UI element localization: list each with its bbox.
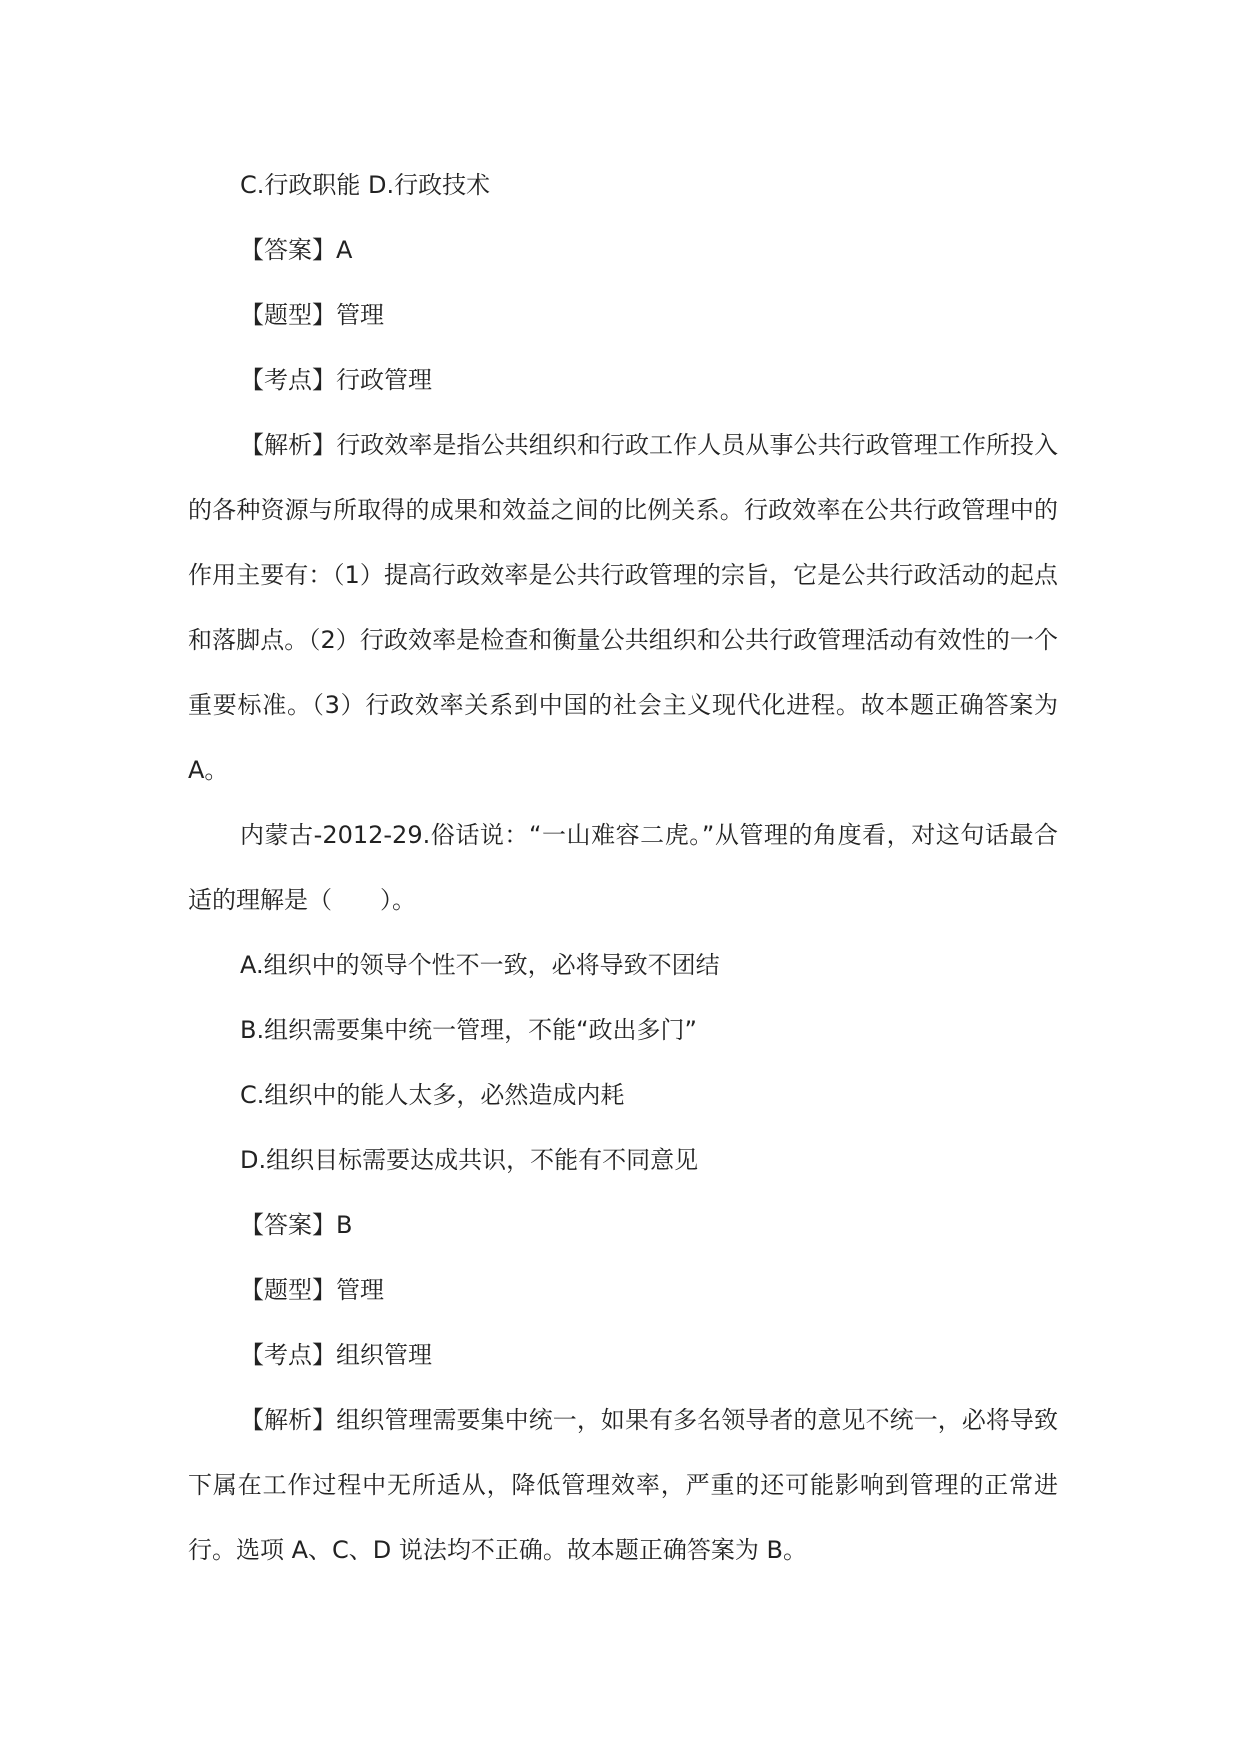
option-b: B.组织需要集中统一管理，不能“政出多门”	[240, 1016, 697, 1044]
option-d: D.组织目标需要达成共识，不能有不同意见	[240, 1146, 699, 1174]
option-a: A.组织中的领导个性不一致，必将导致不团结	[240, 951, 720, 979]
answer-line: 【答案】B	[240, 1211, 353, 1239]
answer-line: 【答案】A	[240, 236, 353, 264]
question-type-line: 【题型】管理	[240, 1276, 384, 1304]
option-cd-line: C.行政职能 D.行政技术	[240, 171, 491, 199]
analysis-paragraph: 【解析】行政效率是指公共组织和行政工作人员从事公共行政管理工作所投入的各种资源与所取得的成果和效益之间的比例关系。行政效率在公共行政管理中的作用主要有：（1）提高行政效率是公共行政管理的宗旨，它是公共行政活动的起点和落脚点。（2）行政效率是检查和衡量公共组织和公共行政管理活动有效性的一个重要标准。（3）行政效率关系到中国的社会主义现代化进程。故本题正确答案为 A。	[188, 431, 1058, 784]
question-stem: 内蒙古-2012-29.俗话说：“一山难容二虎。”从管理的角度看，对这句话最合适的理解是（ ）。	[188, 821, 1058, 914]
analysis-paragraph: 【解析】组织管理需要集中统一，如果有多名领导者的意见不统一，必将导致下属在工作过程中无所适从，降低管理效率，严重的还可能影响到管理的正常进行。选项 A、C、D 说法均不正确。故本题正确答案为 B。	[188, 1406, 1058, 1564]
key-point-line: 【考点】组织管理	[240, 1341, 432, 1369]
document-page	[188, 153, 1058, 1583]
question-type-line: 【题型】管理	[240, 301, 384, 329]
key-point-line: 【考点】行政管理	[240, 366, 432, 394]
option-c: C.组织中的能人太多，必然造成内耗	[240, 1081, 625, 1109]
